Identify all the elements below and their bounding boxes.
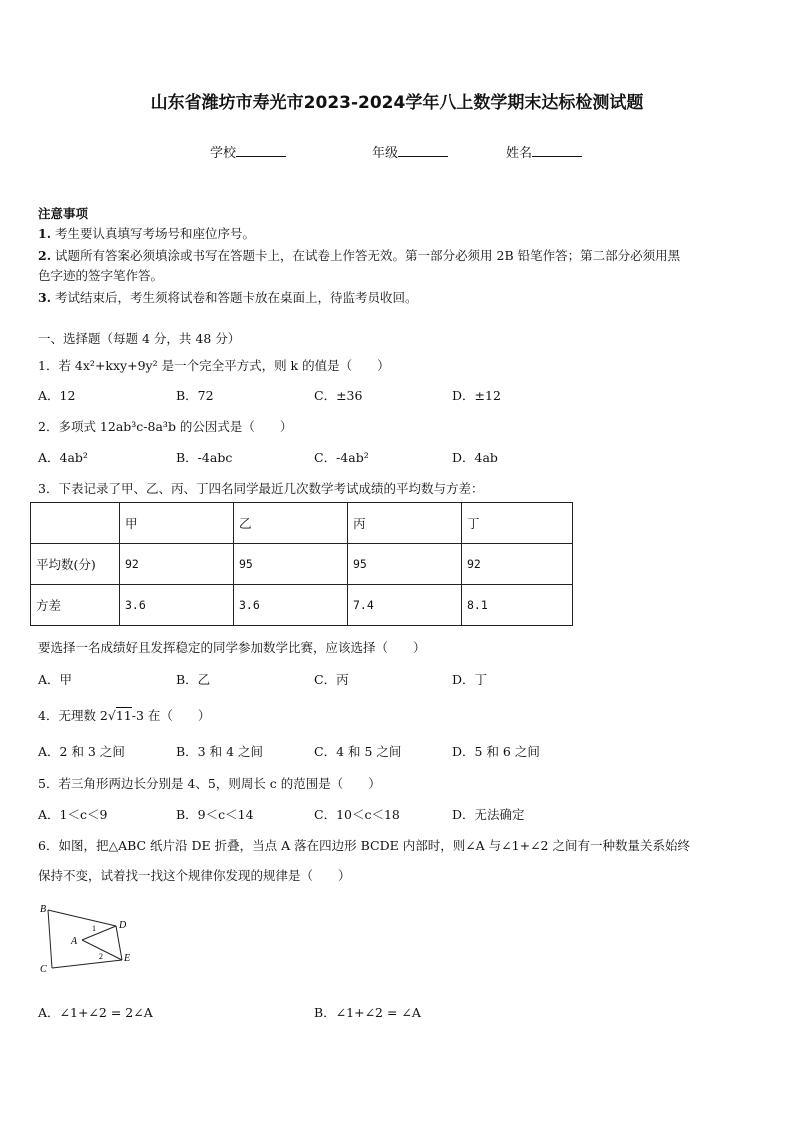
segment-ce <box>52 960 122 968</box>
table-row-label: 方差 <box>31 585 120 626</box>
table-cell: 8.1 <box>462 585 573 626</box>
q1-option-a: A．12 <box>38 388 76 403</box>
table-header: 甲 <box>120 503 234 544</box>
sqrt-sign-icon: √ <box>107 708 116 723</box>
label-c: C <box>40 964 47 975</box>
q1-option-d: D．±12 <box>452 388 501 403</box>
label-d: D <box>119 920 127 931</box>
table-cell: 92 <box>462 544 573 585</box>
table-cell: 95 <box>234 544 348 585</box>
question-3: 3．下表记录了甲、乙、丙、丁四名同学最近几次数学考试成绩的平均数与方差： <box>38 481 484 496</box>
question-1: 1．若 4x²+kxy+9y² 是一个完全平方式，则 k 的值是（ ） <box>38 358 390 373</box>
segment-bc <box>48 910 52 968</box>
table-header-row <box>31 503 573 544</box>
table-row <box>31 585 573 626</box>
school-field: 学校 <box>210 142 286 161</box>
question-3-prompt: 要选择一名成绩好且发挥稳定的同学参加数学比赛，应该选择（ ） <box>38 640 426 655</box>
q4-option-d: D．5 和 6 之间 <box>452 744 540 759</box>
q6-option-a: A．∠1+∠2 = 2∠A <box>38 1005 153 1020</box>
q1-option-b: B．72 <box>176 388 214 403</box>
name-field: 姓名 <box>506 142 582 161</box>
scores-table <box>30 502 573 626</box>
q4-option-b: B．3 和 4 之间 <box>176 744 264 759</box>
table-cell <box>31 503 120 544</box>
label-a: A <box>71 936 78 947</box>
table-header: 乙 <box>234 503 348 544</box>
question-6: 6．如图，把△ABC 纸片沿 DE 折叠，当点 A 落在四边形 BCDE 内部时，则∠A 与∠1+∠2 之间有一种数量关系始终 <box>38 838 690 853</box>
question-4: 4．无理数 2√11-3 在（ ） <box>38 708 211 723</box>
q3-option-b: B．乙 <box>176 672 211 687</box>
label-angle-2: 2 <box>99 952 103 961</box>
fold-triangle-figure <box>36 898 146 978</box>
segment-de <box>116 926 122 960</box>
question-5: 5．若三角形两边长分别是 4、5，则周长 c 的范围是（ ） <box>38 776 381 791</box>
q4-option-a: A．2 和 3 之间 <box>38 744 125 759</box>
note-1: 1. 考生要认真填写考场号和座位序号。 <box>38 226 256 241</box>
note-2: 2. 试题所有答案必须填涂或书写在答题卡上，在试卷上作答无效。第一部分必须用 2B 铅笔作答；第二部分必须用黑 <box>38 248 681 263</box>
page-title: 山东省潍坊市寿光市2023-2024学年八上数学期末达标检测试题 <box>150 93 644 113</box>
q4-option-c: C．4 和 5 之间 <box>314 744 402 759</box>
q5-option-b: B．9＜c＜14 <box>176 807 254 822</box>
table-row-label: 平均数(分) <box>31 544 120 585</box>
segment-bd <box>48 910 116 926</box>
q3-option-d: D．丁 <box>452 672 488 687</box>
q3-option-c: C．丙 <box>314 672 349 687</box>
table-cell: 92 <box>120 544 234 585</box>
table-header: 丁 <box>462 503 573 544</box>
q2-option-a: A．4ab² <box>38 450 88 465</box>
segment-da <box>82 926 116 940</box>
q2-option-b: B．-4abc <box>176 450 233 465</box>
q5-option-d: D．无法确定 <box>452 807 525 822</box>
note-2-cont: 色字迹的签字笔作答。 <box>38 268 164 283</box>
section-heading: 一、选择题（每题 4 分，共 48 分） <box>38 331 241 346</box>
grade-field: 年级 <box>372 142 448 161</box>
table-cell: 3.6 <box>234 585 348 626</box>
label-angle-1: 1 <box>92 924 96 933</box>
q3-option-a: A．甲 <box>38 672 73 687</box>
table-cell: 95 <box>348 544 462 585</box>
q2-option-d: D．4ab <box>452 450 498 465</box>
note-3: 3. 考试结束后，考生须将试卷和答题卡放在桌面上，待监考员收回。 <box>38 290 418 305</box>
question-2: 2．多项式 12ab³c-8a³b 的公因式是（ ） <box>38 419 293 434</box>
q2-option-c: C．-4ab² <box>314 450 369 465</box>
q6-option-b: B．∠1+∠2 = ∠A <box>314 1005 421 1020</box>
label-b: B <box>40 904 47 915</box>
table-row <box>31 544 573 585</box>
question-6-cont: 保持不变，试着找一找这个规律你发现的规律是（ ） <box>38 868 351 883</box>
table-cell: 7.4 <box>348 585 462 626</box>
q5-option-c: C．10＜c＜18 <box>314 807 400 822</box>
label-e: E <box>124 953 131 964</box>
q1-option-c: C．±36 <box>314 388 363 403</box>
notes-heading: 注意事项 <box>38 206 89 221</box>
table-cell: 3.6 <box>120 585 234 626</box>
q5-option-a: A．1＜c＜9 <box>38 807 108 822</box>
table-header: 丙 <box>348 503 462 544</box>
